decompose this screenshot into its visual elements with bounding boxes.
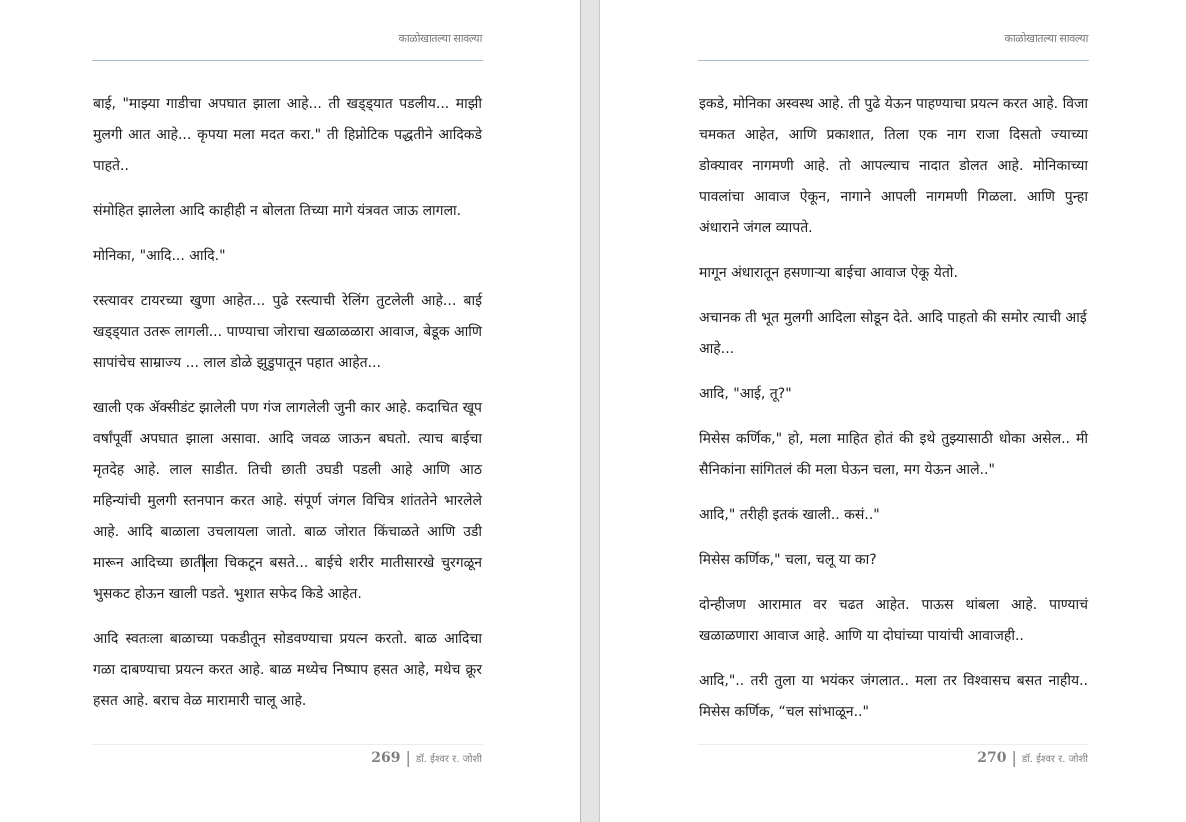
paragraph: मागून अंधारातून हसणाऱ्या बाईचा आवाज ऐकू येतो. [699, 265, 958, 281]
paragraph: आदि स्वतःला बाळाच्या पकडीतून सोडवण्याचा प्रयत्न करतो. बाळ आदिचा गळा दाबण्याचा प्रयत्न करत आहे. बाळ मध्येच निष्पाप हसत आहे, मधेच क्रूर हसत आहे. बराच वेळ मारामारी चालू आहे. [93, 631, 482, 709]
page-footer [92, 748, 482, 768]
page-270 [600, 0, 1186, 822]
paragraph: रस्त्यावर टायरच्या खुणा आहेत... पुढे रस्त्याची रेलिंग तुटलेली आहे... बाई खड्ड्यात उतरू लागली... पाण्याचा जोराचा खळाळळारा आवाज, बेडूक आणि सापांचेच साम्राज्य ... लाल डोळे झुडुपातून पहात आहेत... [93, 293, 482, 371]
paragraph: मिसेस कर्णिक," चला, चलू या का? [699, 552, 877, 568]
page-footer [698, 748, 1088, 768]
paragraph: आदि, "आई, तू?" [699, 386, 792, 402]
footer-rule [92, 744, 483, 745]
running-head: काळोखातल्या सावल्या [1004, 32, 1088, 45]
author-name: डॉ. ईश्वर र. जोशी [1021, 754, 1088, 765]
paragraph: बाई, "माझ्या गाडीचा अपघात झाला आहे... ती खड्ड्यात पडलीय... माझी मुलगी आत आहे... कृपया मला मदत करा." ती हिप्नोटिक पद्धतीने आदिकडे पाहते.. [93, 96, 482, 174]
footer-separator: | [405, 748, 411, 767]
footer-rule [698, 744, 1089, 745]
header-rule [698, 60, 1089, 61]
paragraph: मिसेस कर्णिक," हो, मला माहित होतं की इथे तुझ्यासाठी धोका असेल.. मी सैनिकांना सांगितलं की मला घेऊन चला, मग येऊन आले.." [699, 431, 1088, 478]
paragraph: अचानक ती भूत मुलगी आदिला सोडून देते. आदि पाहतो की समोर त्याची आई आहे... [699, 310, 1087, 357]
paragraph-text: खाली एक ॲक्सीडंट झालेली पण गंज लागलेली जुनी कार आहे. कदाचित खूप वर्षांपूर्वी अपघात झाला असावा. आदि जवळ जाऊन बघतो. त्याच बाईचा मृतदेह आहे. लाल साडीत. तिची छाती उघडी पडली आहे आणि आठ महिन्यांची मुलगी स्तनपान करत आहे. संपूर्ण जंगल विचित्र शांततेने भारलेले आहे. आदि बाळाला उचलायला जातो. बाळ जोरात किंचाळते आणि उडी मारून आदिच्या छाती [93, 400, 482, 571]
footer-separator: | [1011, 748, 1017, 767]
paragraph: इकडे, मोनिका अस्वस्थ आहे. ती पुढे येऊन पाहण्याचा प्रयत्न करत आहे. विजा चमकत आहेत, आणि प्रकाशात, तिला एक नाग राजा दिसतो ज्याच्या डोक्यावर नागमणी आहे. तो आपल्याच नादात डोलत आहे. मोनिकाच्या पावलांचा आवाज ऐकून, नागाने आपली नागमणी गिळला. आणि पुन्हा अंधाराने जंगल व्यापते. [699, 96, 1088, 236]
page-number: 269 [371, 750, 401, 766]
page-number: 270 [977, 750, 1007, 766]
paragraph: मोनिका, "आदि... आदि." [93, 248, 226, 264]
paragraph: आदि,".. तरी तुला या भयंकर जंगलात.. मला तर विश्वासच बसत नाहीय.. मिसेस कर्णिक, “चल सांभाळून.." [699, 673, 1088, 720]
page-body[interactable] [93, 89, 482, 731]
running-head: काळोखातल्या सावल्या [398, 32, 482, 45]
author-name: डॉ. ईश्वर र. जोशी [415, 754, 482, 765]
paragraph: दोन्हीजण आरामात वर चढत आहेत. पाऊस थांबला आहे. पाण्याचं खळाळणारा आवाज आहे. आणि या दोघांच्या पायांची आवाजही.. [699, 597, 1088, 644]
paragraph: संमोहित झालेला आदि काहीही न बोलता तिच्या मागे यंत्रवत जाऊ लागला. [93, 203, 462, 219]
paragraph [93, 393, 482, 610]
paragraph: आदि," तरीही इतकं खाली.. कसं.." [699, 507, 880, 523]
paragraph-text: ला चिकटून बसते... बाईचे शरीर मातीसारखे चुरगळून भुसकट होऊन खाली पडते. भुशात सफेद किडे आहेत. [93, 555, 482, 602]
page-269 [0, 0, 580, 822]
page-body[interactable] [699, 89, 1088, 742]
header-rule [92, 60, 483, 61]
page-gutter [580, 0, 600, 822]
